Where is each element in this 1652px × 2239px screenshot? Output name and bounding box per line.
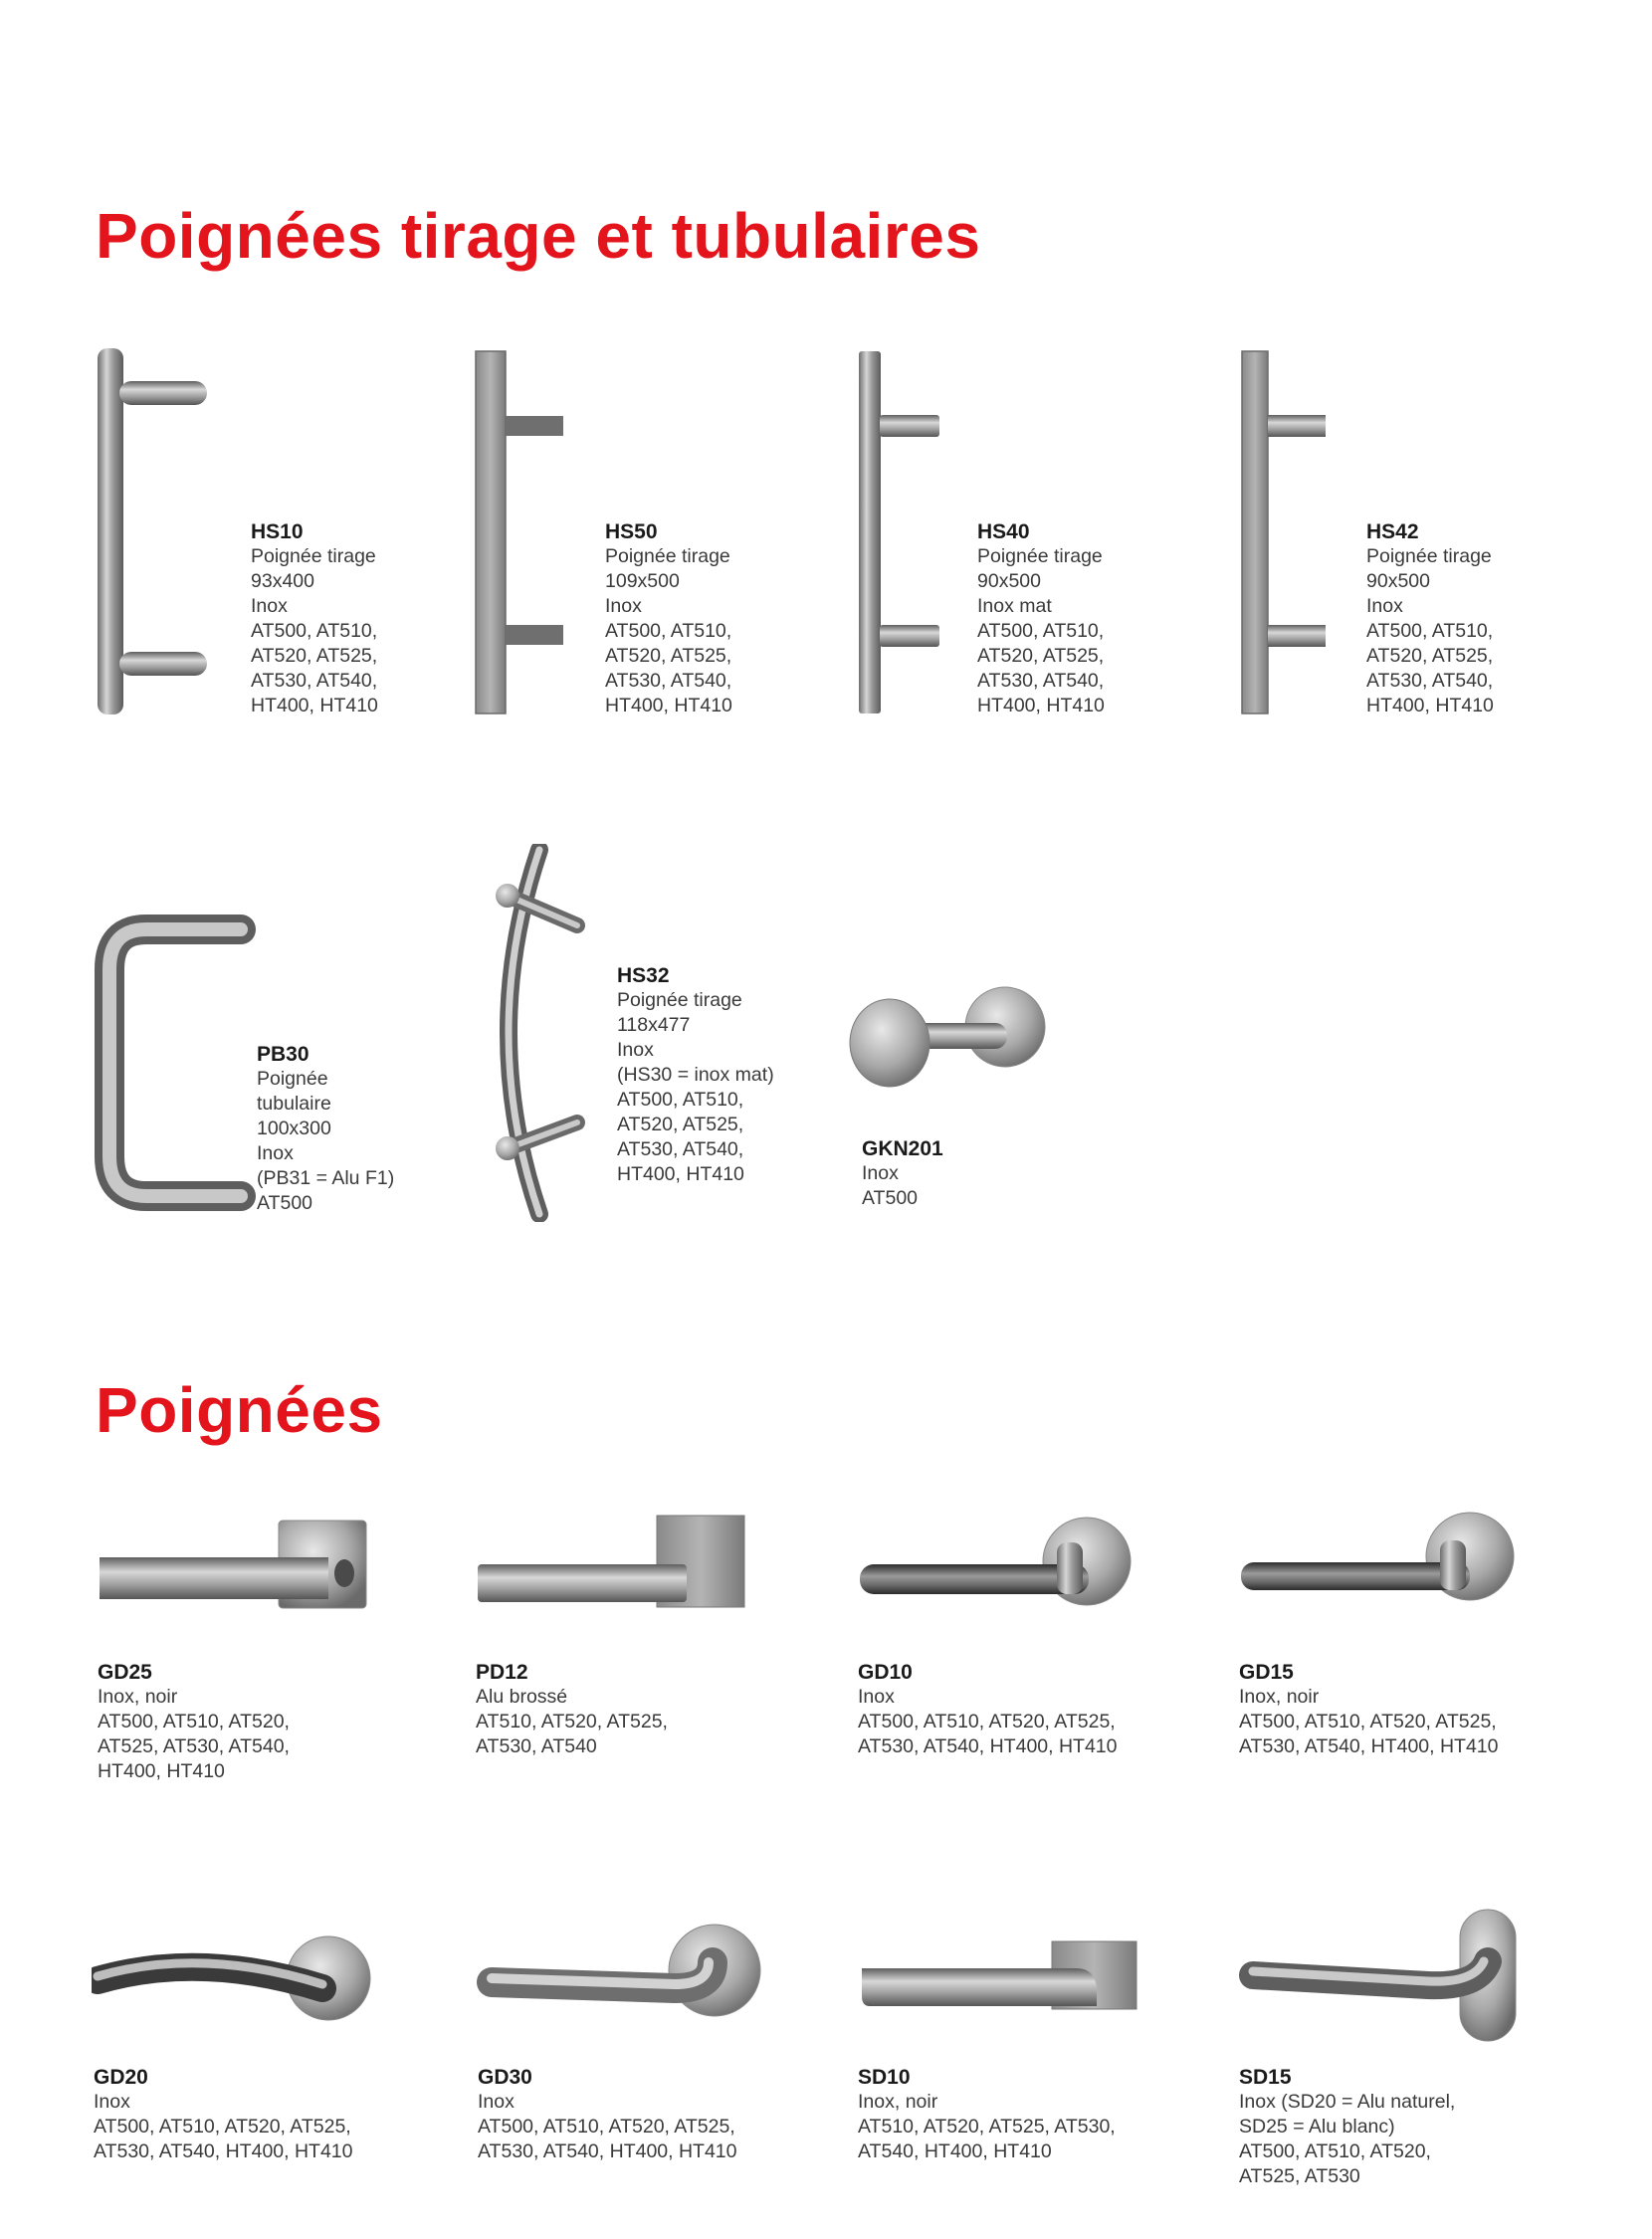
- section-title-poignees: Poignées: [96, 1374, 383, 1446]
- hs42-product-image: [1239, 348, 1339, 716]
- caption-line: Inox: [257, 1142, 294, 1164]
- gd10-product-image: [858, 1515, 1136, 1609]
- gd15-caption: [1239, 1660, 1499, 1759]
- caption-line: Alu brossé: [476, 1686, 568, 1708]
- caption-line: AT520, AT525,: [605, 645, 732, 667]
- hs10-caption: [251, 519, 378, 718]
- caption-line: AT500, AT510,: [617, 1089, 744, 1111]
- caption-line: AT500, AT510, AT520, AT525,: [858, 1711, 1116, 1732]
- caption-line: AT510, AT520, AT525, AT530,: [858, 2116, 1116, 2137]
- product-code: HS50: [605, 520, 658, 543]
- caption-line: Inox: [478, 2091, 515, 2113]
- caption-line: Inox, noir: [1239, 1686, 1320, 1708]
- caption-line: AT525, AT530: [1239, 2165, 1360, 2187]
- gd10-caption: [858, 1660, 1118, 1759]
- caption-line: (HS30 = inox mat): [617, 1064, 774, 1086]
- product-code: GD25: [98, 1661, 152, 1684]
- caption-line: Inox (SD20 = Alu naturel,: [1239, 2091, 1456, 2113]
- product-code: PD12: [476, 1661, 528, 1684]
- caption-line: Poignée tirage: [617, 989, 742, 1011]
- caption-line: AT500, AT510,: [977, 620, 1105, 642]
- caption-line: HT400, HT410: [1366, 695, 1494, 716]
- gkn201-caption: [862, 1136, 943, 1211]
- product-code: GKN201: [862, 1137, 943, 1160]
- caption-line: AT500, AT510,: [251, 620, 378, 642]
- caption-line: Inox: [251, 595, 288, 617]
- caption-line: 90x500: [977, 570, 1041, 592]
- gd25-caption: [98, 1660, 290, 1784]
- caption-line: AT500, AT510,: [605, 620, 732, 642]
- caption-line: AT500, AT510, AT520,: [1239, 2140, 1431, 2162]
- caption-line: AT530, AT540,: [605, 670, 732, 692]
- hs32-product-image: [468, 844, 587, 1222]
- caption-line: Inox: [94, 2091, 130, 2113]
- caption-line: 90x500: [1366, 570, 1430, 592]
- hs50-product-image: [473, 348, 572, 716]
- product-code: HS42: [1366, 520, 1419, 543]
- caption-line: 118x477: [617, 1014, 691, 1036]
- caption-line: HT400, HT410: [605, 695, 732, 716]
- hs40-product-image: [856, 348, 955, 716]
- pb30-caption: [257, 1042, 394, 1216]
- caption-line: AT530, AT540, HT400, HT410: [478, 2140, 737, 2162]
- sd10-product-image: [858, 1938, 1141, 2018]
- gd25-product-image: [98, 1518, 371, 1612]
- caption-line: AT530, AT540: [476, 1735, 597, 1757]
- caption-line: Inox: [605, 595, 642, 617]
- gd30-caption: [478, 2065, 737, 2164]
- caption-line: AT525, AT530, AT540,: [98, 1735, 290, 1757]
- caption-line: AT520, AT525,: [977, 645, 1105, 667]
- caption-line: AT530, AT540,: [617, 1138, 744, 1160]
- product-code: GD10: [858, 1661, 913, 1684]
- caption-line: AT530, AT540, HT400, HT410: [858, 1735, 1118, 1757]
- product-code: GD20: [94, 2066, 148, 2089]
- caption-line: Poignée tirage: [251, 545, 376, 567]
- hs10-product-image: [90, 343, 219, 721]
- hs42-caption: [1366, 519, 1494, 718]
- caption-line: AT500, AT510, AT520, AT525,: [94, 2116, 351, 2137]
- caption-line: Poignée tirage: [605, 545, 730, 567]
- product-code: HS40: [977, 520, 1030, 543]
- product-code: GD15: [1239, 1661, 1294, 1684]
- caption-line: Poignée tirage: [1366, 545, 1492, 567]
- sd10-caption: [858, 2065, 1116, 2164]
- caption-line: AT530, AT540,: [977, 670, 1105, 692]
- sd15-product-image: [1239, 1906, 1523, 2045]
- caption-line: AT520, AT525,: [617, 1114, 744, 1135]
- product-code: HS32: [617, 964, 670, 987]
- hs50-caption: [605, 519, 732, 718]
- product-code: SD10: [858, 2066, 911, 2089]
- caption-line: AT540, HT400, HT410: [858, 2140, 1052, 2162]
- caption-line: Inox: [617, 1039, 654, 1061]
- caption-line: AT500, AT510, AT520, AT525,: [1239, 1711, 1497, 1732]
- gkn201-product-image: [848, 985, 1057, 1105]
- gd20-product-image: [92, 1931, 375, 2030]
- caption-line: Inox: [862, 1162, 899, 1184]
- caption-line: AT500, AT510, AT520, AT525,: [478, 2116, 735, 2137]
- caption-line: Poignée: [257, 1068, 328, 1090]
- caption-line: Inox, noir: [98, 1686, 178, 1708]
- pb30-product-image: [92, 908, 256, 1226]
- caption-line: HT400, HT410: [617, 1163, 744, 1185]
- caption-line: tubulaire: [257, 1093, 331, 1115]
- caption-line: AT500: [257, 1192, 313, 1214]
- caption-line: HT400, HT410: [977, 695, 1105, 716]
- caption-line: AT510, AT520, AT525,: [476, 1711, 668, 1732]
- pd12-product-image: [476, 1513, 749, 1612]
- product-code: HS10: [251, 520, 304, 543]
- section-title-tirage: Poignées tirage et tubulaires: [96, 200, 981, 272]
- caption-line: 100x300: [257, 1118, 331, 1139]
- gd15-product-image: [1239, 1511, 1518, 1605]
- caption-line: SD25 = Alu blanc): [1239, 2116, 1395, 2137]
- caption-line: AT520, AT525,: [251, 645, 378, 667]
- pd12-caption: [476, 1660, 668, 1759]
- hs32-caption: [617, 963, 774, 1187]
- caption-line: (PB31 = Alu F1): [257, 1167, 395, 1189]
- product-code: PB30: [257, 1043, 310, 1066]
- sd15-caption: [1239, 2065, 1455, 2189]
- product-code: SD15: [1239, 2066, 1292, 2089]
- caption-line: AT520, AT525,: [1366, 645, 1494, 667]
- caption-line: AT500, AT510,: [1366, 620, 1494, 642]
- caption-line: AT530, AT540,: [1366, 670, 1494, 692]
- caption-line: 93x400: [251, 570, 314, 592]
- caption-line: AT530, AT540, HT400, HT410: [1239, 1735, 1499, 1757]
- caption-line: AT500: [862, 1187, 919, 1209]
- hs40-caption: [977, 519, 1105, 718]
- caption-line: HT400, HT410: [251, 695, 378, 716]
- caption-line: Inox, noir: [858, 2091, 938, 2113]
- caption-line: AT500, AT510, AT520,: [98, 1711, 290, 1732]
- caption-line: Inox: [1366, 595, 1403, 617]
- caption-line: HT400, HT410: [98, 1760, 225, 1782]
- caption-line: Inox mat: [977, 595, 1052, 617]
- product-code: GD30: [478, 2066, 532, 2089]
- caption-line: 109x500: [605, 570, 680, 592]
- gd30-product-image: [476, 1923, 769, 2027]
- gd20-caption: [94, 2065, 353, 2164]
- caption-line: AT530, AT540, HT400, HT410: [94, 2140, 353, 2162]
- caption-line: Inox: [858, 1686, 895, 1708]
- caption-line: AT530, AT540,: [251, 670, 378, 692]
- caption-line: Poignée tirage: [977, 545, 1103, 567]
